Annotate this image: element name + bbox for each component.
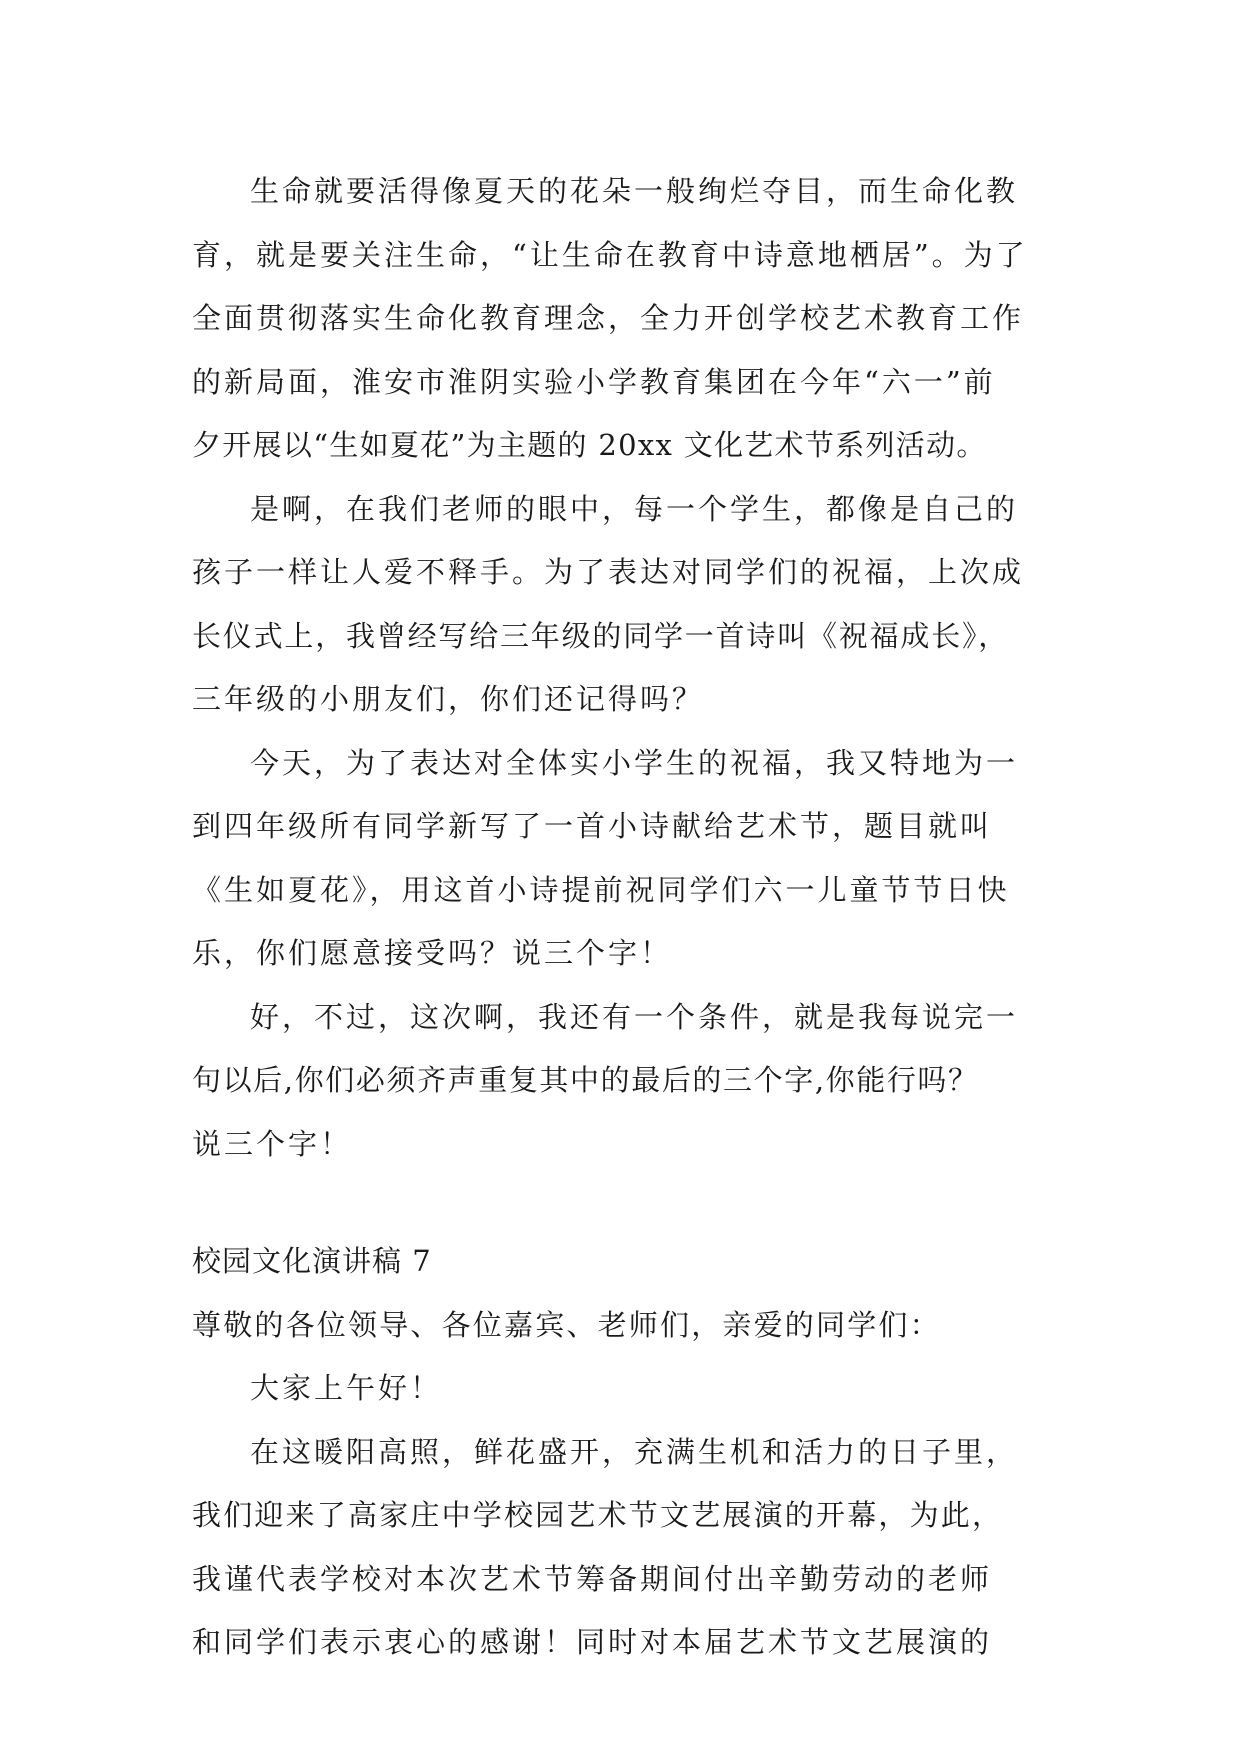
text-line: 的新局面，淮安市淮阴实验小学教育集团在今年“六一”前 bbox=[192, 364, 996, 399]
text-line: 和同学们表示衷心的感谢！同时对本届艺术节文艺展演的 bbox=[192, 1625, 993, 1659]
document-page bbox=[192, 160, 1052, 1675]
text-line: 我谨代表学校对本次艺术节筹备期间付出辛勤劳动的老师 bbox=[192, 1561, 993, 1596]
text-line: 乐，你们愿意接受吗？说三个字！ bbox=[192, 936, 673, 970]
text-line: 好，不过，这次啊，我还有一个条件，就是我每说完一 bbox=[250, 999, 1019, 1034]
paragraph-2 bbox=[192, 478, 1052, 732]
text-line: 到四年级所有同学新写了一首小诗献给艺术节，题目就叫 bbox=[192, 809, 993, 843]
text-line: 三年级的小朋友们，你们还记得吗？ bbox=[192, 682, 705, 716]
salutation: 尊敬的各位领导、各位嘉宾、老师们，亲爱的同学们： bbox=[192, 1307, 941, 1342]
text-line: 孩子一样让人爱不释手。为了表达对同学们的祝福，上次成 bbox=[192, 555, 1025, 589]
section-title: 校园文化演讲稿 7 bbox=[192, 1244, 432, 1278]
paragraph-4 bbox=[192, 986, 1052, 1177]
text-line: 大家上午好！ bbox=[250, 1371, 443, 1405]
paragraph-5 bbox=[192, 1421, 1052, 1675]
text-line: 说三个字！ bbox=[192, 1126, 353, 1161]
text-line: 《生如夏花》，用这首小诗提前祝同学们六一儿童节节日快 bbox=[192, 872, 1010, 907]
text-line: 句以后,你们必须齐声重复其中的最后的三个字,你能行吗？ bbox=[192, 1063, 979, 1097]
text-line: 长仪式上，我曾经写给三年级的同学一首诗叫《祝福成长》， bbox=[192, 618, 1010, 653]
text-line: 育，就是要关注生命，“让生命在教育中诗意地栖居”。为了 bbox=[192, 237, 1028, 272]
text-line: 是啊，在我们老师的眼中，每一个学生，都像是自己的 bbox=[250, 491, 1019, 526]
text-line: 夕开展以“生如夏花”为主题的 20xx 文化艺术节系列活动。 bbox=[192, 428, 987, 462]
paragraph-3 bbox=[192, 732, 1052, 986]
text-line: 生命就要活得像夏天的花朵一般绚烂夺目，而生命化教 bbox=[250, 174, 1019, 208]
text-line: 全面贯彻落实生命化教育理念，全力开创学校艺术教育工作 bbox=[192, 301, 1025, 335]
section-gap bbox=[192, 1176, 1052, 1230]
text-line: 今天，为了表达对全体实小学生的祝福，我又特地为一 bbox=[250, 745, 1019, 780]
greeting bbox=[192, 1357, 1052, 1421]
text-line: 在这暖阳高照，鲜花盛开，充满生机和活力的日子里， bbox=[250, 1434, 1019, 1469]
paragraph-1 bbox=[192, 160, 1052, 478]
text-line: 我们迎来了高家庄中学校园艺术节文艺展演的开幕，为此， bbox=[192, 1498, 1004, 1532]
